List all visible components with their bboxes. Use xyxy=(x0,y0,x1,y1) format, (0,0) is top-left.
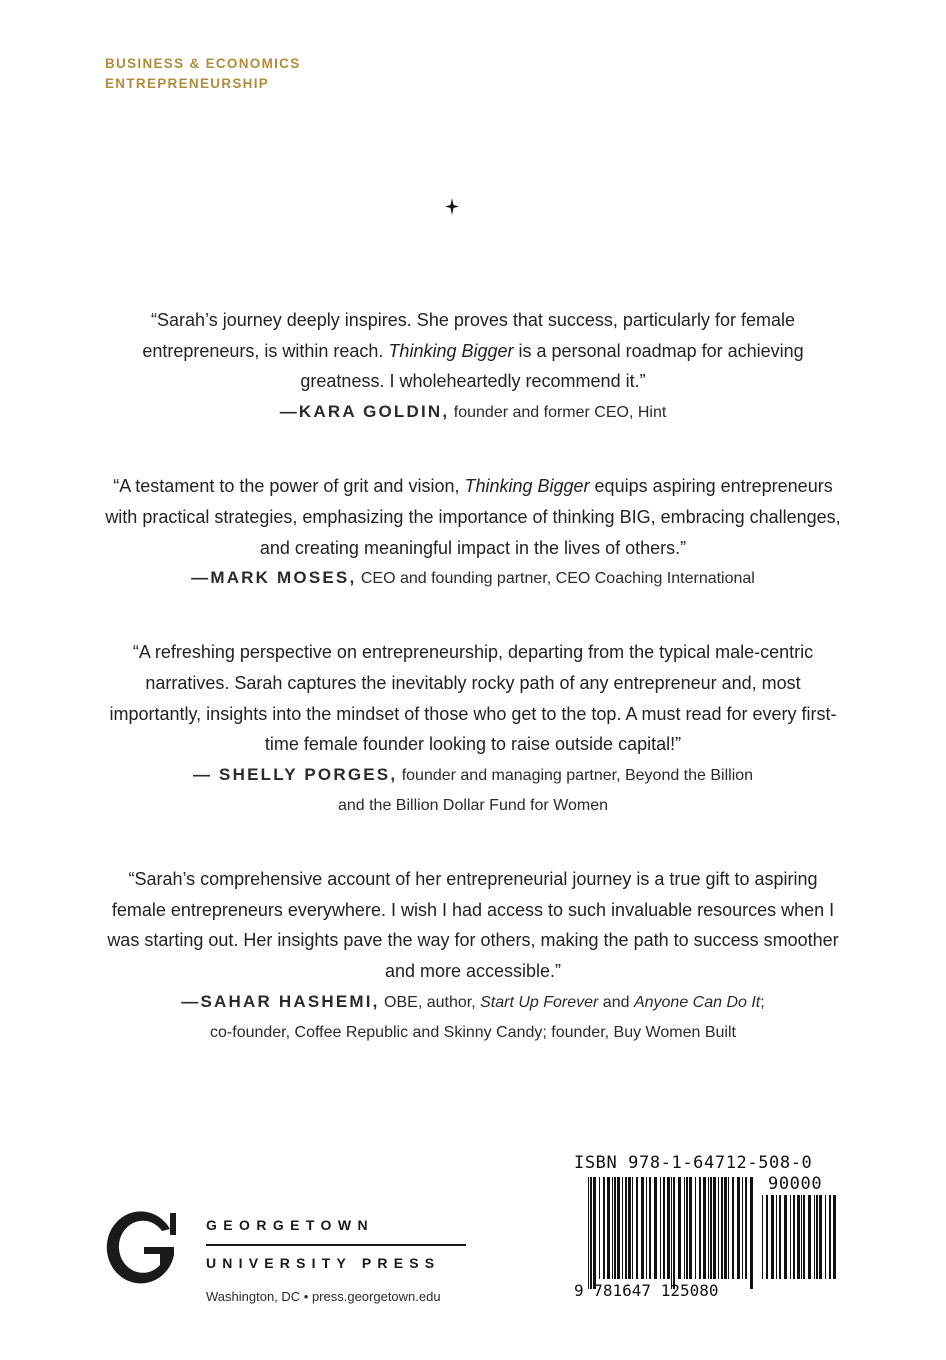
publisher-location: Washington, DC • press.georgetown.edu xyxy=(206,1289,441,1304)
endorsements xyxy=(100,305,846,1091)
barcode-digits: 9 781647 125080 xyxy=(574,1281,719,1300)
publisher-name-line-1: GEORGETOWN xyxy=(206,1217,374,1233)
crescent-moon-icon xyxy=(440,186,506,258)
price-code: 90000 xyxy=(768,1174,823,1194)
barcode-addon-bars xyxy=(762,1195,838,1289)
endorsement-quote: “A refreshing perspective on entrepreneurship, departing from the typical male-centric narratives. Sarah captures the inevitably rocky path of any entrepreneur and, most importantly, insights into the mindset of those who get to the top. A must read for every first-time female founder looking to raise outside capital!” xyxy=(109,642,837,755)
endorsement-moses xyxy=(100,471,846,594)
endorser-name: — SHELLY PORGES, xyxy=(192,765,398,785)
publisher-block xyxy=(104,1205,474,1315)
endorsement-quote: “Sarah’s comprehensive account of her entrepreneurial journey is a true gift to aspiring female entrepreneurs everywhere. I wish I had access to such invaluable resources when I was starting out. Her insights pave the way for others, making the path to success smoother and more accessible.” xyxy=(107,869,839,982)
endorser-name: —KARA GOLDIN, xyxy=(279,402,450,422)
endorsement-porges xyxy=(100,637,846,821)
endorsement-hashemi xyxy=(100,864,846,1048)
endorsement-attribution: —SAHAR HASHEMI, OBE, author, Start Up Forever and Anyone Can Do It; co-founder, Coffee Republic and Skinny Candy; founder, Buy Women Built xyxy=(181,991,765,1041)
category-label xyxy=(105,54,301,94)
barcode-main-bars xyxy=(588,1177,754,1289)
endorsement-attribution: —KARA GOLDIN, founder and former CEO, Hint xyxy=(279,402,667,422)
isbn-text: ISBN 978-1-64712-508-0 xyxy=(574,1153,813,1173)
endorsement-quote: “A testament to the power of grit and vision, Thinking Bigger equips aspiring entrepreneurs with practical strategies, emphasizing the importance of thinking BIG, embracing challenges, and creating meaningful impact in the lives of others.” xyxy=(105,476,841,558)
category-line-1: BUSINESS & ECONOMICS xyxy=(105,56,301,71)
endorsement-attribution: — SHELLY PORGES, founder and managing partner, Beyond the Billion and the Billion Dollar Fund for Women xyxy=(192,765,754,815)
endorser-name: —SAHAR HASHEMI, xyxy=(181,991,380,1011)
publisher-divider xyxy=(206,1244,466,1246)
publisher-name-line-2: UNIVERSITY PRESS xyxy=(206,1255,441,1271)
endorsement-attribution: —MARK MOSES, CEO and founding partner, CEO Coaching International xyxy=(191,568,755,588)
endorsement-quote: “Sarah’s journey deeply inspires. She proves that success, particularly for female entrepreneurs, is within reach. Thinking Bigger is a personal roadmap for achieving greatness. I wholeheartedly recommend it.” xyxy=(142,310,804,392)
endorser-name: —MARK MOSES, xyxy=(191,568,357,588)
endorsement-goldin xyxy=(100,305,846,428)
isbn-barcode xyxy=(574,1153,844,1313)
category-line-2: ENTREPRENEURSHIP xyxy=(105,76,270,91)
georgetown-g-logo-icon xyxy=(104,1207,182,1289)
